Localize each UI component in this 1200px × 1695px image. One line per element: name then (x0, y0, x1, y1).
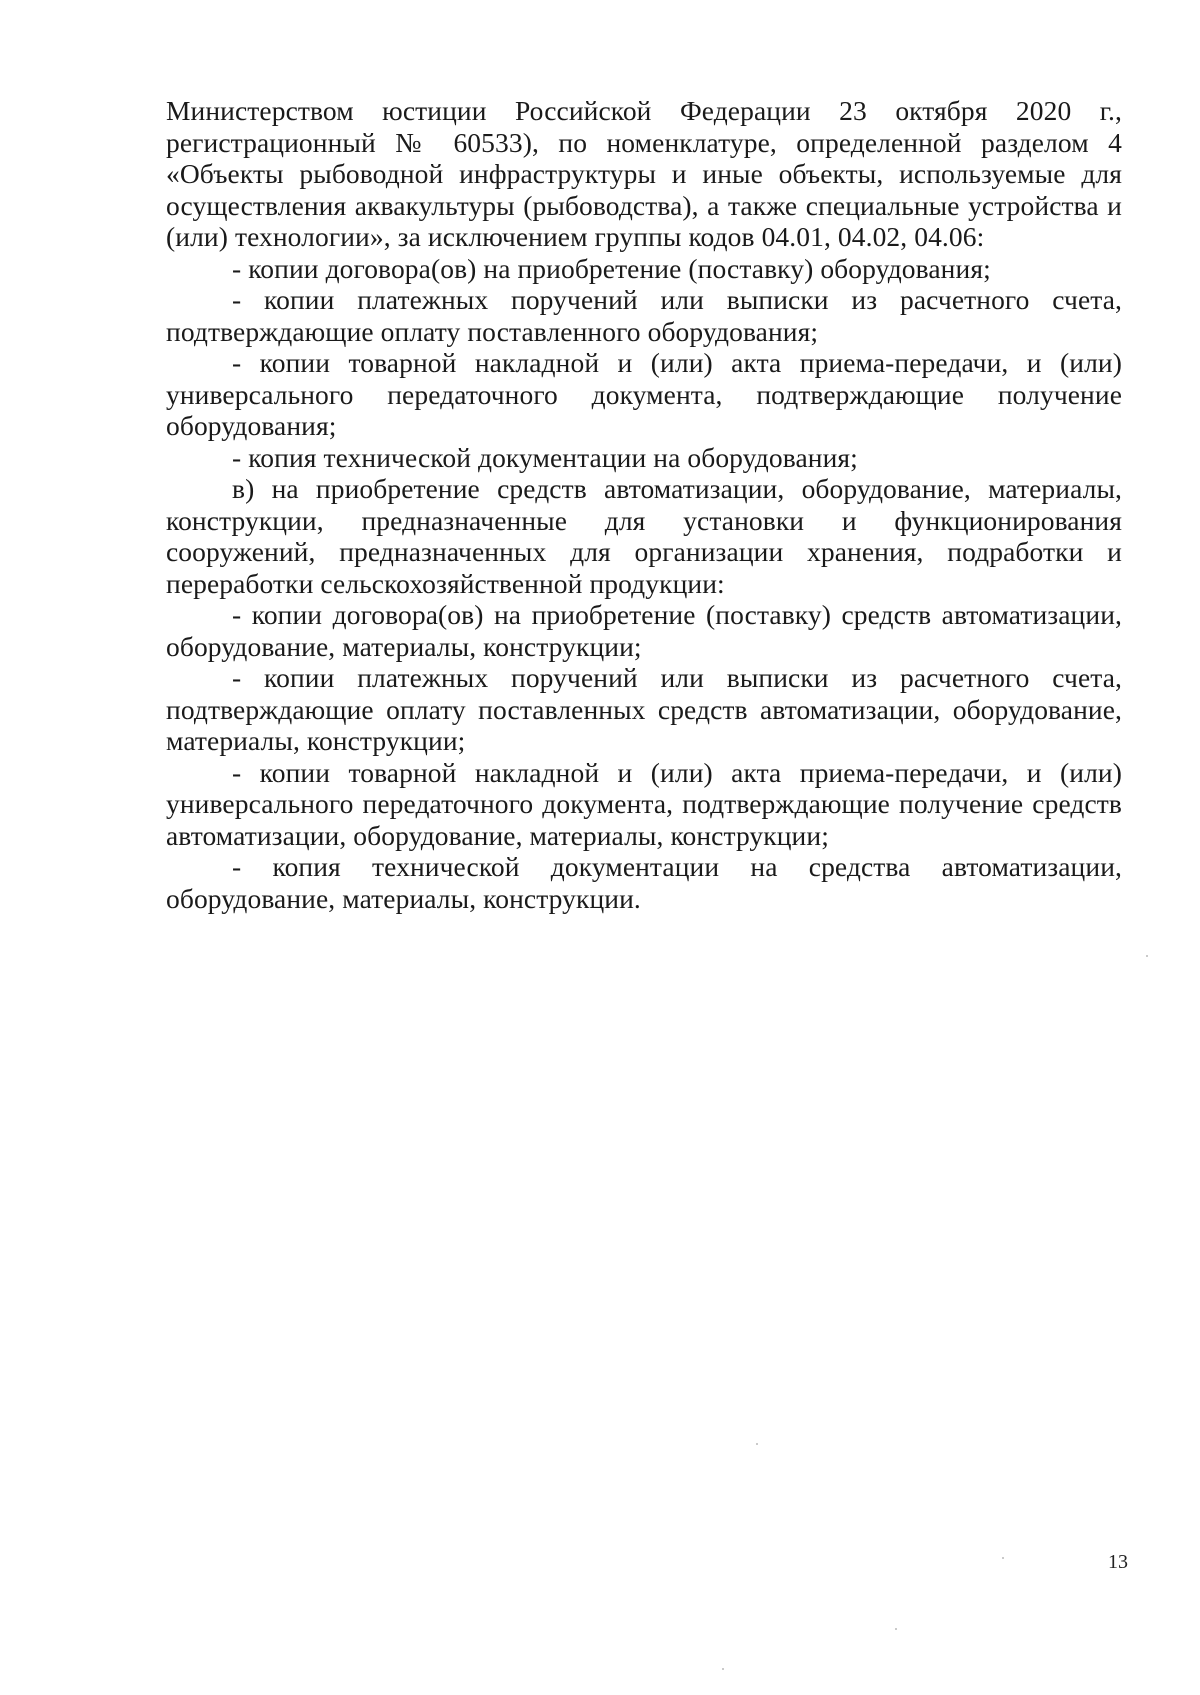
paragraph-automation-technical-docs: - копия технической документации на средства автоматизации, оборудование, материалы, конструкции. (166, 851, 1122, 914)
paragraph-technical-docs: - копия технической документации на оборудования; (232, 441, 858, 473)
paragraph-contract-copies: - копии договора(ов) на приобретение (поставку) оборудования; (232, 252, 991, 284)
page-number: 13 (1108, 1551, 1128, 1573)
paragraph-automation-payment-orders: - копии платежных поручений или выписки из расчетного счета, подтверждающие оплату поставленных средств автоматизации, оборудование, материалы, конструкции; (166, 662, 1122, 756)
scan-speck (756, 1443, 758, 1445)
paragraph-automation-contract-copies: - копии договора(ов) на приобретение (поставку) средств автоматизации, оборудование, материалы, конструкции; (166, 599, 1122, 662)
paragraph-delivery-note: - копии товарной накладной и (или) акта приема-передачи, и (или) универсального передаточного документа, подтверждающие получение оборудования; (166, 347, 1122, 441)
scan-speck (1002, 1557, 1004, 1559)
document-body (166, 95, 1122, 914)
paragraph-registration-reference: Министерством юстиции Российской Федерации 23 октября 2020 г., регистрационный № 60533), по номенклатуре, определенной разделом 4 «Объекты рыбоводной инфраструктуры и иные объекты, используемые для осуществления аквакультуры (рыбоводства), а также специальные устройства и (или) технологии», за исключением группы кодов 04.01, 04.02, 04.06: (166, 95, 1122, 252)
paragraph-payment-orders: - копии платежных поручений или выписки из расчетного счета, подтверждающие оплату поставленного оборудования; (166, 284, 1122, 347)
scan-speck (895, 1628, 897, 1630)
paragraph-section-v: в) на приобретение средств автоматизации, оборудование, материалы, конструкции, предназначенные для установки и функционирования сооружений, предназначенных для организации хранения, подработки и переработки сельскохозяйственной продукции: (166, 473, 1122, 599)
paragraph-automation-delivery-note: - копии товарной накладной и (или) акта приема-передачи, и (или) универсального передаточного документа, подтверждающие получение средств автоматизации, оборудование, материалы, конструкции; (166, 756, 1122, 851)
scan-speck (1146, 955, 1148, 957)
scan-speck (722, 1668, 724, 1670)
